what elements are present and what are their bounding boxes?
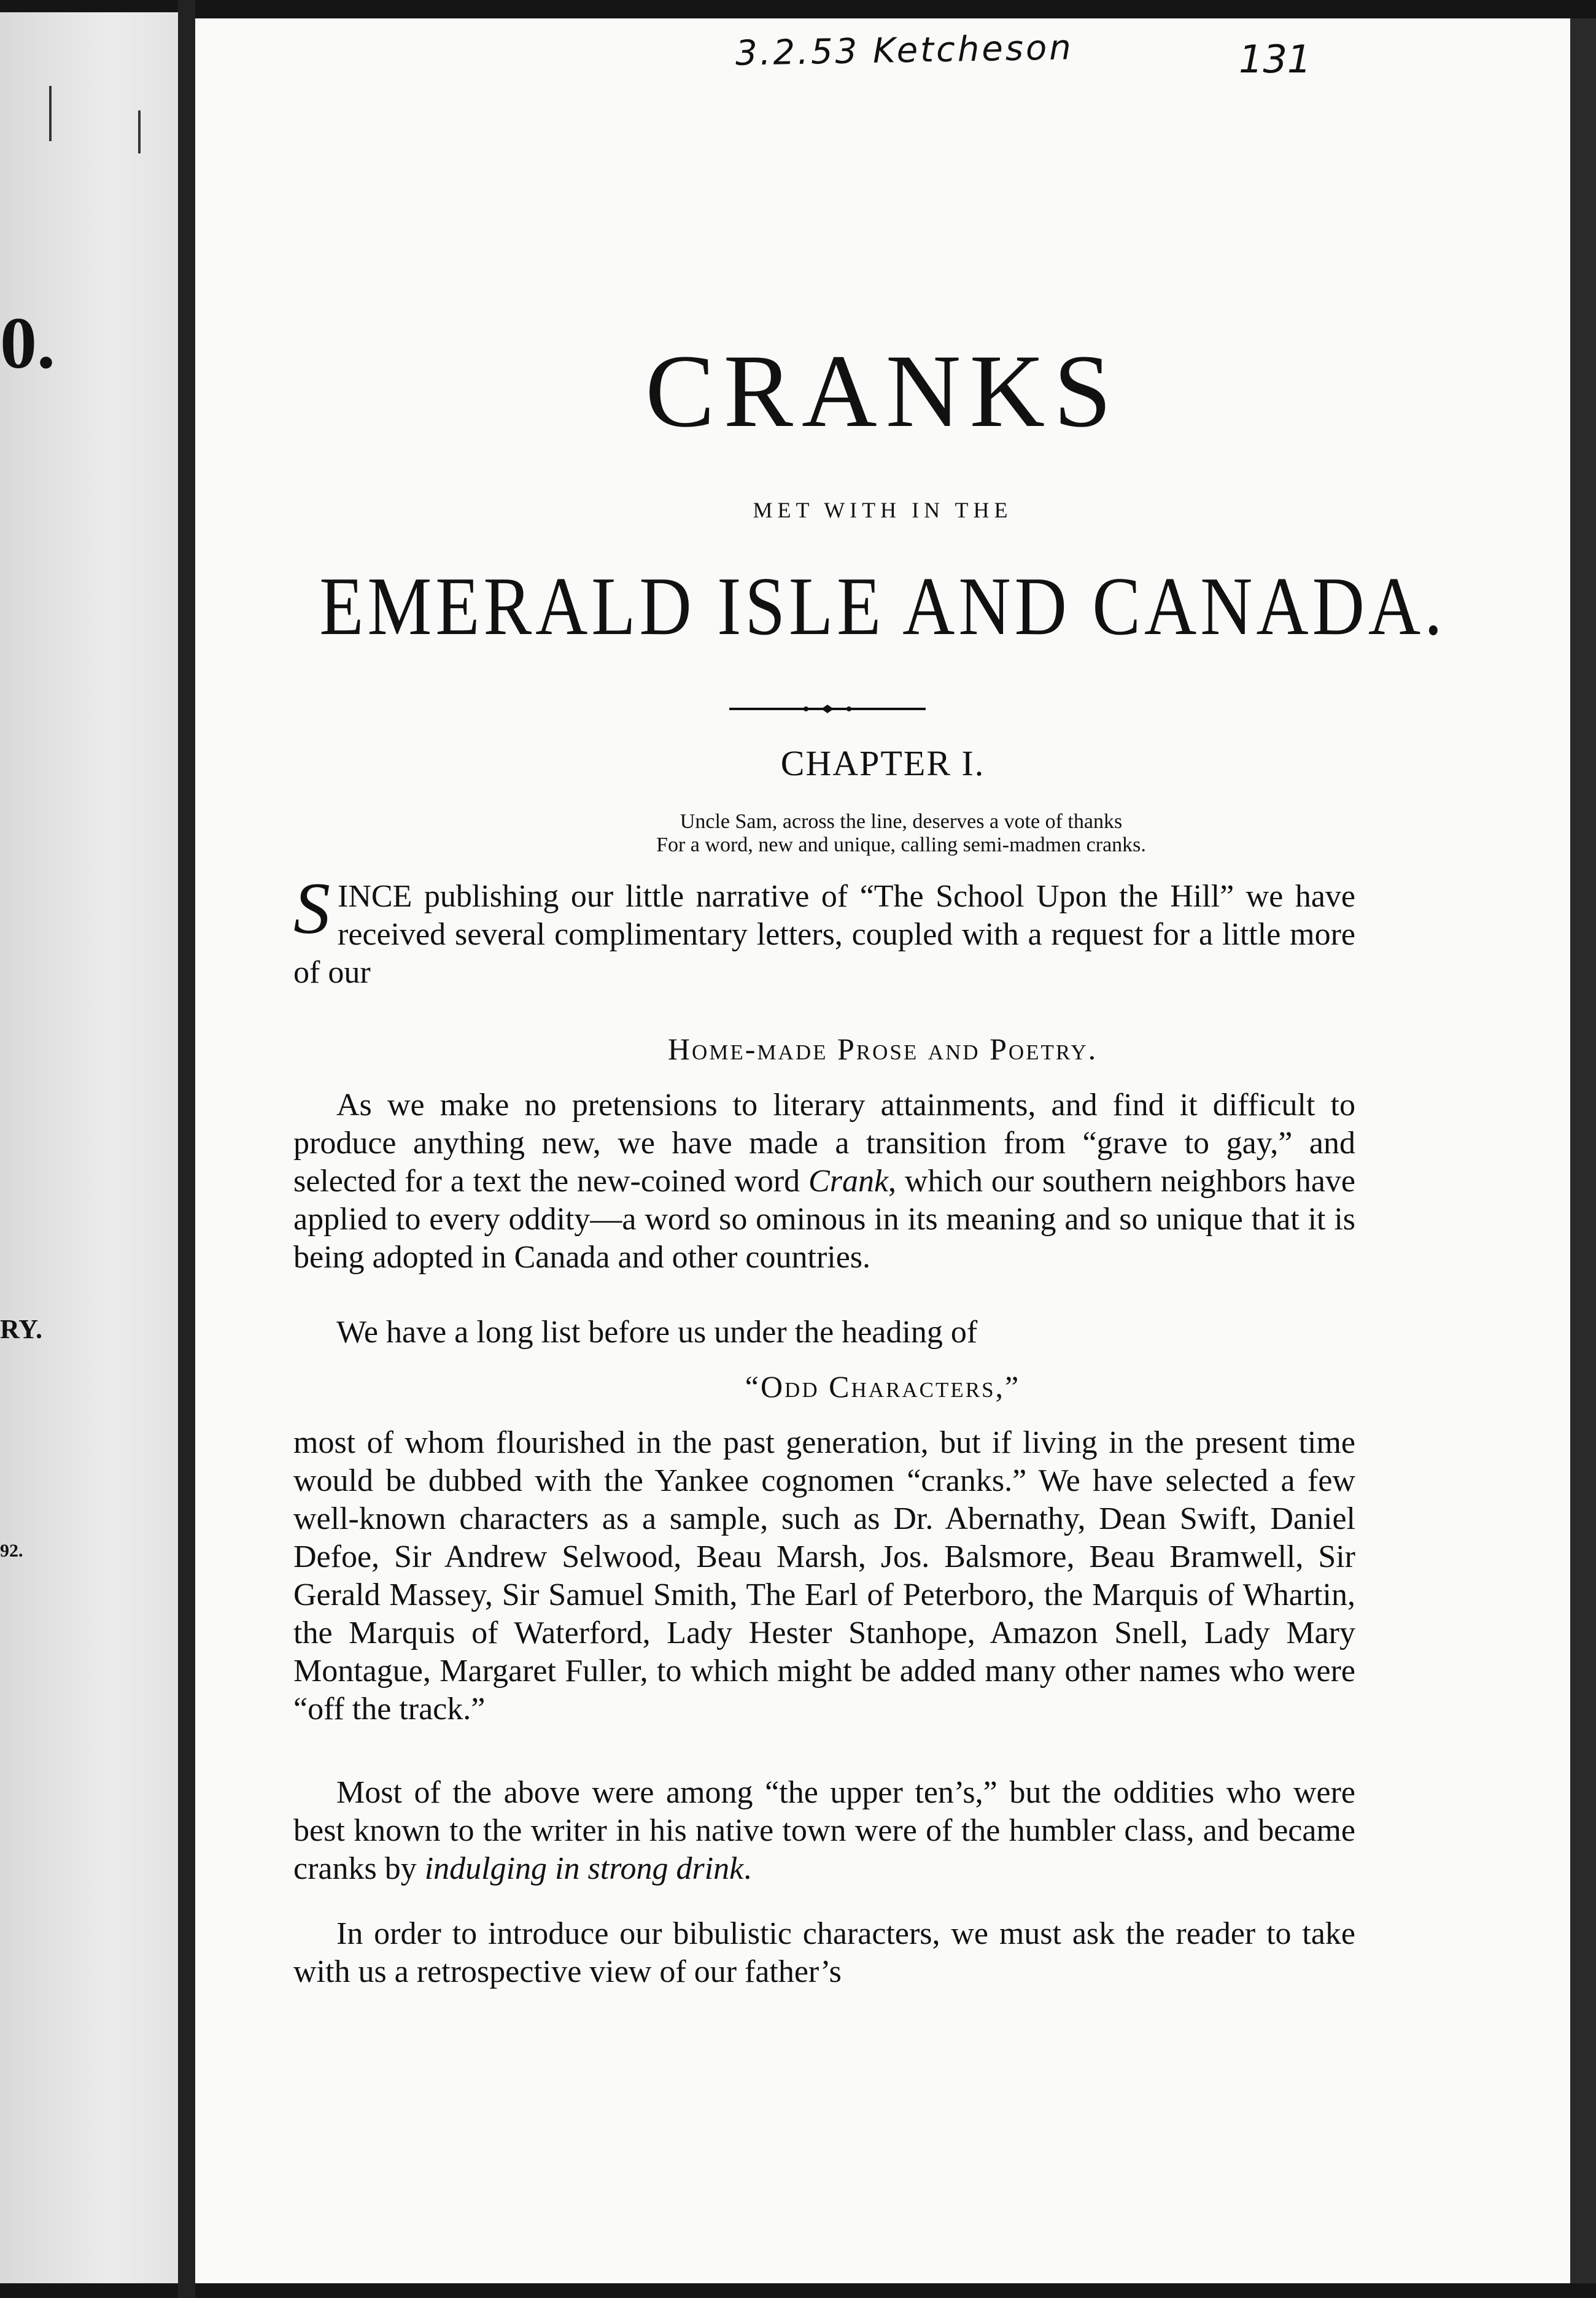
paragraph xyxy=(293,867,1355,992)
section-heading: “Odd Characters,” xyxy=(745,1369,1021,1404)
paragraph-text: As we make no pretensions to literary attainments, and find it difficult to produce anything new, we have made a transition from “grave to gay,” and selected for a text the new-coined word xyxy=(293,1088,1355,1199)
paragraph: most of whom flourished in the past generation, but if living in the present time would be dubbed with the Yankee cognomen “cranks.” We have selected a few well-known characters as a sample, such as Dr. Abernathy, Dean Swift, Daniel Defoe, Sir Andrew Selwood, Beau Marsh, Jos. Balsmore, Beau Bramwell, Sir Gerald Massey, Sir Samuel Smith, The Earl of Peterboro, the Marquis of Whartin, the Marquis of Waterford, Lady Hester Stanhope, Amazon Snell, Lady Mary Montague, Margaret Fuller, to which might be added many other names who were “off the track.” xyxy=(293,1425,1355,1727)
drop-cap: S xyxy=(293,867,330,949)
paragraph-text: Most of the above were among “the upper ten’s,” but the oddities who were best known to the writer in his native town were of the humbler class, and became cranks by xyxy=(293,1775,1355,1886)
paragraph xyxy=(293,1086,1355,1277)
subtitle-large: EMERALD ISLE AND CANADA. xyxy=(319,560,1446,652)
page-right-edge xyxy=(1570,18,1596,2283)
facing-page-fragment: 0. xyxy=(0,302,55,384)
paragraph xyxy=(293,1774,1355,1888)
facing-page-mark xyxy=(138,110,141,153)
section-heading: Home-made Prose and Poetry. xyxy=(667,1032,1098,1066)
paragraph-text: , which our southern neighbors have applied to every oddity—a word so ominous in its meaning and so unique that it is being adopted in Canada and other countries. xyxy=(293,1164,1356,1275)
ornamental-divider xyxy=(729,700,926,718)
subtitle-small: MET WITH IN THE xyxy=(753,498,1013,522)
chapter-heading: CHAPTER I. xyxy=(780,743,985,783)
facing-page-edge xyxy=(0,12,184,2283)
facing-page-fragment: RY. xyxy=(0,1314,42,1344)
handwritten-page-number: 131 xyxy=(1239,37,1312,82)
handwritten-accession-note: 3.2.53 Ketcheson xyxy=(735,28,1074,74)
epigraph-line: Uncle Sam, across the line, deserves a vote of thanks xyxy=(680,810,1123,833)
facing-page-mark xyxy=(49,86,52,141)
emphasized-phrase: indulging in strong drink xyxy=(424,1851,744,1886)
paragraph: We have a long list before us under the heading of xyxy=(336,1315,978,1350)
paragraph-text: INCE publishing our little narrative of “The School Upon the Hill” we have received several complimentary letters, coupled with a request for a little more of our xyxy=(293,879,1355,990)
epigraph-line: For a word, new and unique, calling semi-madmen cranks. xyxy=(656,834,1146,856)
page-gutter xyxy=(178,0,195,2298)
page-title: CRANKS xyxy=(645,333,1120,449)
paragraph: In order to introduce our bibulistic characters, we must ask the reader to take with us a retrospective view of our father’s xyxy=(293,1916,1355,1989)
book-page xyxy=(195,18,1570,2283)
emphasized-word: Crank xyxy=(808,1164,889,1199)
facing-page-fragment: 92. xyxy=(0,1541,23,1561)
paragraph-text: . xyxy=(743,1851,752,1886)
epigraph xyxy=(502,810,1300,857)
